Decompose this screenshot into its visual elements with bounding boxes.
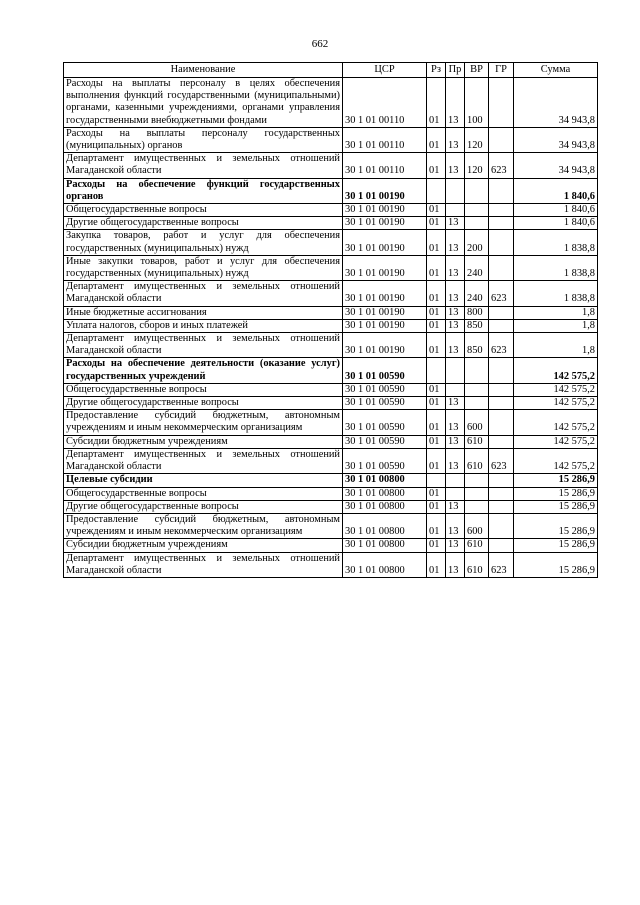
cell-sum: 1,8: [514, 319, 598, 332]
cell-gr: [489, 539, 514, 552]
cell-rz: 01: [427, 539, 446, 552]
budget-table: [63, 62, 598, 578]
cell-sum: 142 575,2: [514, 383, 598, 396]
cell-vr: 120: [465, 153, 489, 178]
cell-sum: 1,8: [514, 306, 598, 319]
header-csr: ЦСР: [343, 63, 427, 78]
cell-gr: [489, 358, 514, 383]
cell-gr: 623: [489, 153, 514, 178]
cell-gr: 623: [489, 281, 514, 306]
cell-sum: 34 943,8: [514, 78, 598, 128]
table-row: [64, 358, 598, 383]
cell-gr: [489, 513, 514, 538]
cell-pr: 13: [446, 513, 465, 538]
header-gr: ГР: [489, 63, 514, 78]
cell-sum: 15 286,9: [514, 500, 598, 513]
cell-rz: 01: [427, 204, 446, 217]
cell-rz: 01: [427, 410, 446, 435]
cell-sum: 1 838,8: [514, 255, 598, 280]
cell-name: Предоставление субсидий бюджетным, автономным учреждениям и иным некоммерческим организациям: [64, 513, 343, 538]
table-row: [64, 539, 598, 552]
cell-sum: 15 286,9: [514, 539, 598, 552]
header-vr: ВР: [465, 63, 489, 78]
cell-name: Расходы на обеспечение деятельности (оказание услуг) государственных учреждений: [64, 358, 343, 383]
table-row: [64, 204, 598, 217]
cell-csr: 30 1 01 00190: [343, 306, 427, 319]
cell-pr: [446, 383, 465, 396]
cell-name: Департамент имущественных и земельных отношений Магаданской области: [64, 153, 343, 178]
cell-rz: 01: [427, 306, 446, 319]
cell-sum: 1 840,6: [514, 204, 598, 217]
cell-pr: [446, 474, 465, 487]
cell-csr: 30 1 01 00190: [343, 319, 427, 332]
cell-pr: 13: [446, 539, 465, 552]
table-row: [64, 397, 598, 410]
cell-rz: [427, 178, 446, 203]
cell-vr: [465, 217, 489, 230]
cell-gr: 623: [489, 448, 514, 473]
cell-rz: 01: [427, 435, 446, 448]
cell-vr: 850: [465, 319, 489, 332]
table-row: [64, 153, 598, 178]
cell-vr: 600: [465, 513, 489, 538]
table-row: [64, 410, 598, 435]
cell-rz: 01: [427, 78, 446, 128]
table-row: [64, 178, 598, 203]
cell-name: Иные закупки товаров, работ и услуг для обеспечения государственных (муниципальных) нужд: [64, 255, 343, 280]
cell-rz: 01: [427, 255, 446, 280]
cell-pr: 13: [446, 217, 465, 230]
table-row: [64, 333, 598, 358]
cell-name: Департамент имущественных и земельных отношений Магаданской области: [64, 281, 343, 306]
cell-name: Закупка товаров, работ и услуг для обеспечения государственных (муниципальных) нужд: [64, 230, 343, 255]
cell-rz: 01: [427, 513, 446, 538]
cell-sum: 1,8: [514, 333, 598, 358]
cell-csr: 30 1 01 00590: [343, 410, 427, 435]
cell-pr: [446, 487, 465, 500]
cell-gr: [489, 204, 514, 217]
cell-csr: 30 1 01 00190: [343, 217, 427, 230]
cell-gr: [489, 435, 514, 448]
cell-csr: 30 1 01 00800: [343, 539, 427, 552]
cell-pr: 13: [446, 319, 465, 332]
cell-rz: 01: [427, 230, 446, 255]
cell-name: Целевые субсидии: [64, 474, 343, 487]
cell-gr: [489, 178, 514, 203]
cell-sum: 1 840,6: [514, 178, 598, 203]
cell-pr: 13: [446, 306, 465, 319]
cell-name: Уплата налогов, сборов и иных платежей: [64, 319, 343, 332]
cell-name: Другие общегосударственные вопросы: [64, 217, 343, 230]
cell-gr: 623: [489, 333, 514, 358]
cell-vr: 800: [465, 306, 489, 319]
cell-csr: 30 1 01 00800: [343, 500, 427, 513]
cell-pr: 13: [446, 397, 465, 410]
cell-sum: 142 575,2: [514, 358, 598, 383]
cell-sum: 34 943,8: [514, 127, 598, 152]
cell-sum: 15 286,9: [514, 487, 598, 500]
cell-pr: [446, 358, 465, 383]
cell-pr: 13: [446, 552, 465, 577]
table-row: [64, 78, 598, 128]
cell-gr: [489, 487, 514, 500]
cell-sum: 142 575,2: [514, 410, 598, 435]
cell-sum: 34 943,8: [514, 153, 598, 178]
cell-vr: [465, 358, 489, 383]
cell-name: Субсидии бюджетным учреждениям: [64, 435, 343, 448]
cell-vr: 100: [465, 78, 489, 128]
cell-pr: 13: [446, 153, 465, 178]
cell-gr: [489, 383, 514, 396]
cell-gr: [489, 474, 514, 487]
table-row: [64, 474, 598, 487]
cell-name: Общегосударственные вопросы: [64, 487, 343, 500]
cell-csr: 30 1 01 00590: [343, 383, 427, 396]
cell-rz: 01: [427, 448, 446, 473]
cell-csr: 30 1 01 00110: [343, 78, 427, 128]
header-rz: Рз: [427, 63, 446, 78]
cell-name: Расходы на выплаты персоналу государственных (муниципальных) органов: [64, 127, 343, 152]
cell-vr: [465, 487, 489, 500]
cell-csr: 30 1 01 00110: [343, 153, 427, 178]
cell-vr: [465, 383, 489, 396]
cell-name: Расходы на выплаты персоналу в целях обеспечения выполнения функций государственными (муниципальными) органами, казенными учреждениями, органами управления государственными внебюджетными фондами: [64, 78, 343, 128]
table-row: [64, 487, 598, 500]
cell-gr: [489, 319, 514, 332]
cell-rz: 01: [427, 319, 446, 332]
cell-sum: 1 838,8: [514, 230, 598, 255]
cell-vr: 600: [465, 410, 489, 435]
cell-sum: 15 286,9: [514, 513, 598, 538]
cell-gr: [489, 397, 514, 410]
cell-pr: 13: [446, 448, 465, 473]
cell-csr: 30 1 01 00190: [343, 230, 427, 255]
cell-gr: [489, 217, 514, 230]
cell-name: Субсидии бюджетным учреждениям: [64, 539, 343, 552]
cell-name: Другие общегосударственные вопросы: [64, 397, 343, 410]
cell-sum: 142 575,2: [514, 435, 598, 448]
table-row: [64, 500, 598, 513]
cell-pr: 13: [446, 78, 465, 128]
cell-pr: [446, 204, 465, 217]
cell-rz: 01: [427, 397, 446, 410]
cell-rz: 01: [427, 333, 446, 358]
cell-vr: 610: [465, 435, 489, 448]
cell-rz: [427, 358, 446, 383]
cell-gr: [489, 230, 514, 255]
cell-pr: 13: [446, 281, 465, 306]
cell-name: Департамент имущественных и земельных отношений Магаданской области: [64, 552, 343, 577]
cell-sum: 1 838,8: [514, 281, 598, 306]
cell-vr: [465, 178, 489, 203]
cell-sum: 15 286,9: [514, 474, 598, 487]
cell-csr: 30 1 01 00190: [343, 333, 427, 358]
cell-name: Другие общегосударственные вопросы: [64, 500, 343, 513]
cell-vr: [465, 500, 489, 513]
cell-pr: 13: [446, 230, 465, 255]
cell-sum: 15 286,9: [514, 552, 598, 577]
table-row: [64, 435, 598, 448]
cell-rz: 01: [427, 281, 446, 306]
cell-rz: 01: [427, 217, 446, 230]
cell-name: Расходы на обеспечение функций государственных органов: [64, 178, 343, 203]
table-header-row: [64, 63, 598, 78]
table-row: [64, 448, 598, 473]
table-row: [64, 319, 598, 332]
cell-vr: [465, 397, 489, 410]
cell-vr: 610: [465, 539, 489, 552]
cell-csr: 30 1 01 00590: [343, 358, 427, 383]
cell-csr: 30 1 01 00590: [343, 435, 427, 448]
cell-name: Иные бюджетные ассигнования: [64, 306, 343, 319]
cell-vr: [465, 204, 489, 217]
cell-pr: 13: [446, 127, 465, 152]
cell-vr: [465, 474, 489, 487]
cell-vr: 240: [465, 255, 489, 280]
table-row: [64, 127, 598, 152]
cell-csr: 30 1 01 00800: [343, 474, 427, 487]
cell-gr: [489, 127, 514, 152]
cell-gr: [489, 500, 514, 513]
cell-csr: 30 1 01 00800: [343, 513, 427, 538]
cell-name: Общегосударственные вопросы: [64, 383, 343, 396]
cell-rz: [427, 474, 446, 487]
cell-gr: [489, 410, 514, 435]
cell-gr: [489, 255, 514, 280]
cell-name: Департамент имущественных и земельных отношений Магаданской области: [64, 333, 343, 358]
table-body: [64, 78, 598, 578]
table-row: [64, 552, 598, 577]
cell-csr: 30 1 01 00190: [343, 255, 427, 280]
cell-csr: 30 1 01 00800: [343, 552, 427, 577]
cell-rz: 01: [427, 383, 446, 396]
cell-pr: 13: [446, 333, 465, 358]
cell-vr: 850: [465, 333, 489, 358]
table-row: [64, 513, 598, 538]
cell-name: Предоставление субсидий бюджетным, автономным учреждениям и иным некоммерческим организациям: [64, 410, 343, 435]
table-row: [64, 306, 598, 319]
cell-sum: 142 575,2: [514, 448, 598, 473]
cell-csr: 30 1 01 00590: [343, 397, 427, 410]
cell-sum: 1 840,6: [514, 217, 598, 230]
cell-vr: 200: [465, 230, 489, 255]
cell-pr: 13: [446, 255, 465, 280]
cell-vr: 240: [465, 281, 489, 306]
cell-pr: 13: [446, 435, 465, 448]
cell-vr: 120: [465, 127, 489, 152]
header-sum: Сумма: [514, 63, 598, 78]
cell-rz: 01: [427, 500, 446, 513]
cell-name: Департамент имущественных и земельных отношений Магаданской области: [64, 448, 343, 473]
cell-gr: [489, 78, 514, 128]
cell-pr: 13: [446, 500, 465, 513]
table-row: [64, 217, 598, 230]
cell-csr: 30 1 01 00190: [343, 204, 427, 217]
page-number: 662: [311, 38, 329, 50]
cell-vr: 610: [465, 552, 489, 577]
cell-gr: 623: [489, 552, 514, 577]
cell-pr: [446, 178, 465, 203]
cell-rz: 01: [427, 552, 446, 577]
cell-csr: 30 1 01 00110: [343, 127, 427, 152]
cell-pr: 13: [446, 410, 465, 435]
table-row: [64, 281, 598, 306]
cell-csr: 30 1 01 00590: [343, 448, 427, 473]
header-name: Наименование: [64, 63, 343, 78]
cell-sum: 142 575,2: [514, 397, 598, 410]
cell-rz: 01: [427, 153, 446, 178]
cell-rz: 01: [427, 487, 446, 500]
table-row: [64, 230, 598, 255]
cell-gr: [489, 306, 514, 319]
cell-csr: 30 1 01 00800: [343, 487, 427, 500]
cell-vr: 610: [465, 448, 489, 473]
cell-rz: 01: [427, 127, 446, 152]
cell-csr: 30 1 01 00190: [343, 178, 427, 203]
table-row: [64, 255, 598, 280]
cell-name: Общегосударственные вопросы: [64, 204, 343, 217]
cell-csr: 30 1 01 00190: [343, 281, 427, 306]
table-row: [64, 383, 598, 396]
header-pr: Пр: [446, 63, 465, 78]
